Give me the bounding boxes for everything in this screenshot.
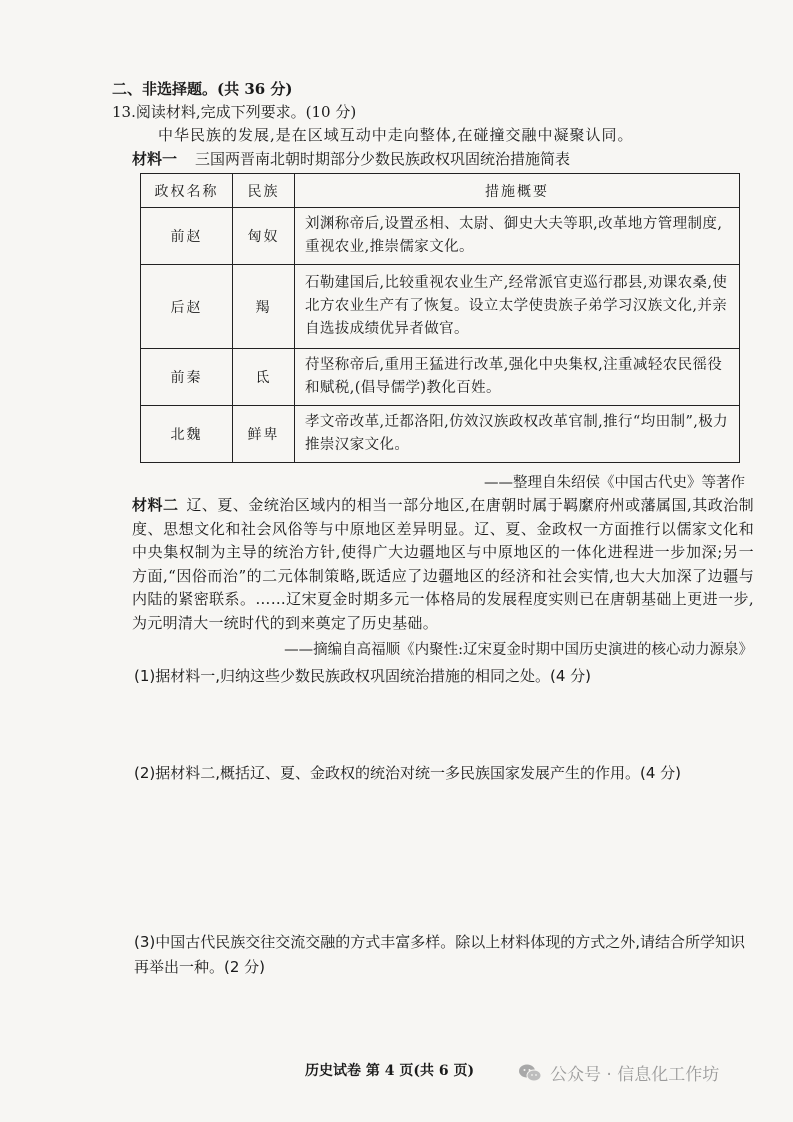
regime-cell: 后赵 xyxy=(141,265,233,349)
wechat-icon xyxy=(518,1063,542,1083)
regime-cell: 前秦 xyxy=(141,349,233,406)
ethnic-cell: 匈奴 xyxy=(233,208,295,265)
table-header: 民族 xyxy=(233,174,295,208)
material1-label: 材料一 xyxy=(132,150,178,168)
ethnic-cell: 鲜卑 xyxy=(233,406,295,463)
section-title: 二、非选择题。(共 36 分) xyxy=(112,80,293,98)
sub-question-2: (2)据材料二,概括辽、夏、金政权的统治对统一多民族国家发展产生的作用。(4 分) xyxy=(134,764,682,782)
table-row xyxy=(141,406,740,463)
table-header: 政权名称 xyxy=(141,174,233,208)
measures-cell: 苻坚称帝后,重用王猛进行改革,强化中央集权,注重减轻农民徭役和赋税,(倡导儒学)教化百姓。 xyxy=(295,349,740,406)
table-header-row xyxy=(141,174,740,208)
sub-question-1: (1)据材料一,归纳这些少数民族政权巩固统治措施的相同之处。(4 分) xyxy=(134,667,592,685)
material2-source: ——摘编自高福顺《内聚性:辽宋夏金时期中国历史演进的核心动力源泉》 xyxy=(284,642,753,658)
ethnic-cell: 氐 xyxy=(233,349,295,406)
measures-cell: 刘渊称帝后,设置丞相、太尉、御史大夫等职,改革地方管理制度,重视农业,推崇儒家文化。 xyxy=(295,208,740,265)
regime-cell: 前赵 xyxy=(141,208,233,265)
ethnic-cell: 羯 xyxy=(233,265,295,349)
material2-text: 辽、夏、金统治区域内的相当一部分地区,在唐朝时属于羁縻府州或藩属国,其政治制度、思想文化和社会风俗等与中原地区差异明显。辽、夏、金政权一方面推行以儒家文化和中央集权制为主导的统治方针,使得广大边疆地区与中原地区的一体化进程进一步加深;另一方面,“因俗而治”的二元体制策略,既适应了边疆地区的经济和社会实情,也大大加深了边疆与内陆的紧密联系。……辽宋夏金时期多元一体格局的发展程度实则已在唐朝基础上更进一步,为元明清大一统时代的到来奠定了历史基础。 xyxy=(132,496,754,632)
question-title: 13.阅读材料,完成下列要求。(10 分) xyxy=(112,103,357,121)
material1-source: ——整理自朱绍侯《中国古代史》等著作 xyxy=(484,475,745,491)
measures-cell: 石勒建国后,比较重视农业生产,经常派官吏巡行郡县,劝课农桑,使北方农业生产有了恢复。设立太学使贵族子弟学习汉族文化,并亲自选拔成绩优异者做官。 xyxy=(295,265,740,349)
page-footer: 历史试卷 第 4 页(共 6 页) xyxy=(305,1063,475,1079)
measures-table xyxy=(140,173,740,463)
measures-cell: 孝文帝改革,迁都洛阳,仿效汉族政权改革官制,推行“均田制”,极力推崇汉家文化。 xyxy=(295,406,740,463)
sub-question-3: (3)中国古代民族交往交流交融的方式丰富多样。除以上材料体现的方式之外,请结合所学知识再举出一种。(2 分) xyxy=(134,933,746,976)
intro-text: 中华民族的发展,是在区域互动中走向整体,在碰撞交融中凝聚认同。 xyxy=(158,126,634,144)
table-row xyxy=(141,208,740,265)
material1-caption: 三国两晋南北朝时期部分少数民族政权巩固统治措施简表 xyxy=(195,150,571,168)
table-row xyxy=(141,349,740,406)
table-row xyxy=(141,265,740,349)
regime-cell: 北魏 xyxy=(141,406,233,463)
material2-paragraph xyxy=(132,494,754,635)
table-header: 措施概要 xyxy=(295,174,740,208)
material2-label: 材料二 xyxy=(132,496,179,514)
material1-title xyxy=(132,148,570,169)
watermark xyxy=(518,1060,719,1085)
watermark-text: 公众号 · 信息化工作坊 xyxy=(550,1065,720,1085)
